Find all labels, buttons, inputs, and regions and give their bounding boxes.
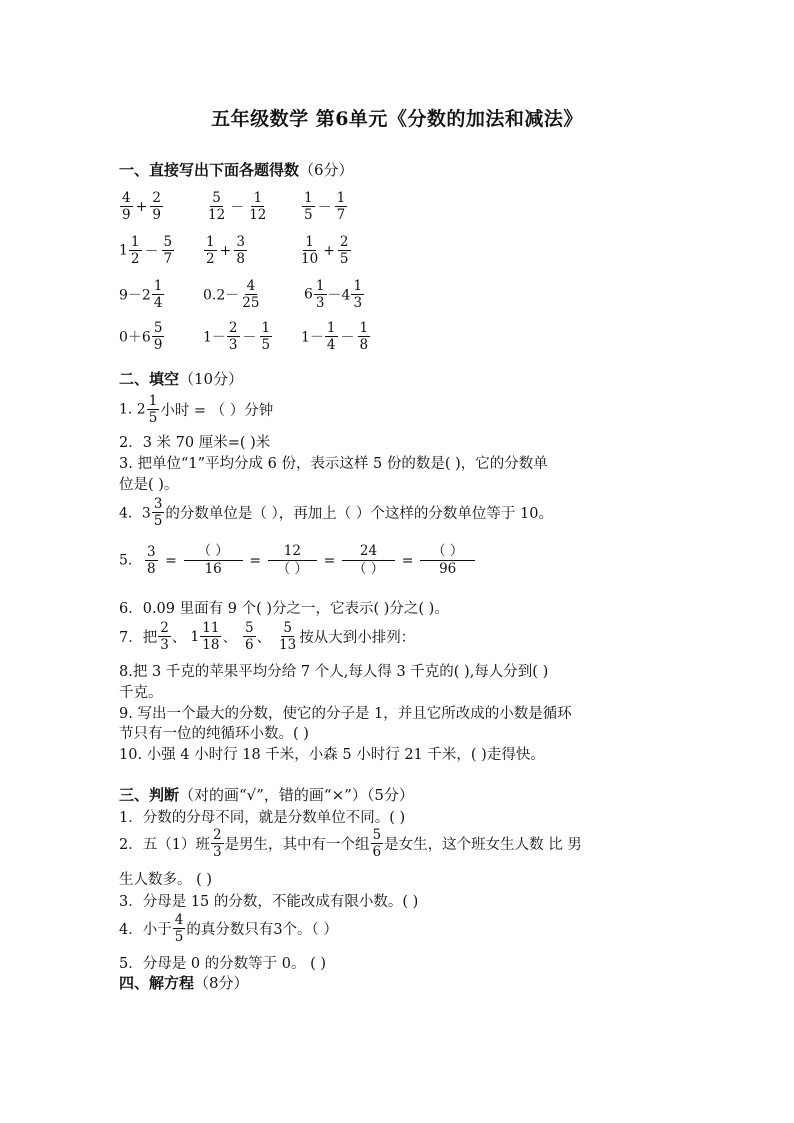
calc-3-2: 0.2－ $\frac{4}{25}$	[203, 278, 260, 311]
fill-q3-line2: 位是( )。	[119, 477, 179, 493]
fill-q4: 4．3 $\frac{3}{5}$ 的分数单位是（ ），再加上（ ）个这样的分数单位等于 10。	[119, 496, 553, 529]
section-1-score: （6分）	[299, 161, 354, 179]
calc-4-1: 0＋6 $\frac{5}{9}$	[119, 320, 163, 353]
fill-q9-line2: 节只有一位的纯循环小数。( )	[119, 726, 309, 742]
judge-q1: 1．分数的分母不同，就是分数单位不同。( )	[119, 810, 406, 826]
fill-q1: 1. 2 $\frac{1}{5}$ 小时 = （ ）分钟	[119, 393, 274, 426]
judge-q2: 2．五（1）班 $\frac{2}{3}$ 是男生，其中有一个组 $\frac{5}{6}$ 是女生，这个班女生人数 比 男	[119, 827, 582, 860]
fill-q8-line2: 千克。	[119, 685, 163, 701]
judge-q3: 3．分母是 15 的分数，不能改成有限小数。( )	[119, 894, 419, 910]
section-1-title: 一、直接写出下面各题得数	[119, 161, 300, 179]
section-4-title: 四、解方程	[119, 974, 195, 992]
section-3-title: 三、判断	[119, 786, 180, 804]
calc-4-3: 1－ $\frac{1}{4}$ － $\frac{1}{8}$	[301, 320, 369, 353]
fill-q3-line1: 3. 把单位“1”平均分成 6 份，表示这样 5 份的数是( )，它的分数单	[119, 456, 548, 472]
judge-q2-line2: 生人数多。 ( )	[119, 872, 213, 888]
calc-4-2: 1－ $\frac{2}{3}$ － $\frac{1}{5}$	[203, 320, 271, 353]
judge-q4: 4．小于 $\frac{4}{5}$ 的真分数只有3个。（ ）	[119, 912, 338, 945]
calc-2-1: 1 $\frac{1}{2}$ － $\frac{5}{7}$	[119, 234, 173, 267]
calc-3-3: 6 $\frac{1}{3}$ －4 $\frac{1}{3}$	[304, 278, 363, 311]
section-2-score: （10分）	[179, 370, 244, 388]
calc-2-3: $\frac{1}{10}$ + $\frac{2}{5}$	[301, 234, 349, 267]
page-title: 五年级数学 第6单元《分数的加法和减法》	[211, 108, 583, 130]
calc-1-1: $\frac{4}{9}$ + $\frac{2}{9}$	[122, 190, 161, 223]
fill-q10: 10. 小强 4 小时行 18 千米，小森 5 小时行 21 千米，( )走得快。	[119, 747, 545, 763]
section-3-heading	[119, 784, 414, 805]
judge-q5: 5．分母是 0 的分数等于 0。 ( )	[119, 956, 327, 972]
section-4-score: （8分）	[194, 974, 249, 992]
section-3-hint: （对的画“√”，错的画“×”）（5分）	[179, 786, 414, 804]
fill-q5: 5. $\frac{3}{8}$ = $\frac{( )}{16}$ = $\frac{12}{( )}$ = $\frac{24}{( )}$ = $\frac{( )}{96}$	[119, 543, 475, 578]
section-2-heading	[119, 368, 243, 389]
fill-q6: 6．0.09 里面有 9 个( )分之一，它表示( )分之( )。	[119, 601, 449, 617]
fill-q8-line1: 8.把 3 千克的苹果平均分给 7 个人,每人得 3 千克的( ),每人分到( )	[119, 664, 549, 680]
section-1-heading	[119, 159, 354, 180]
calc-1-3: $\frac{1}{5}$ － $\frac{1}{7}$	[304, 190, 346, 223]
fill-q2: 2．3 米 70 厘米=( )米	[119, 435, 271, 451]
section-2-title: 二、填空	[119, 370, 180, 388]
calc-3-1: 9－2 $\frac{1}{4}$	[119, 278, 163, 311]
fill-q7: 7．把 $\frac{2}{3}$ 、 1 $\frac{11}{18}$ 、 $\frac{5}{6}$ 、 $\frac{5}{13}$ 按从大到小排列：	[119, 620, 416, 653]
fill-q9-line1: 9. 写出一个最大的分数，使它的分子是 1，并且它所改成的小数是循环	[119, 706, 572, 722]
calc-1-2: $\frac{5}{12}$ － $\frac{1}{12}$	[208, 190, 267, 223]
section-4-heading	[119, 972, 249, 993]
calc-2-2: $\frac{1}{2}$ + $\frac{3}{8}$	[206, 234, 245, 267]
